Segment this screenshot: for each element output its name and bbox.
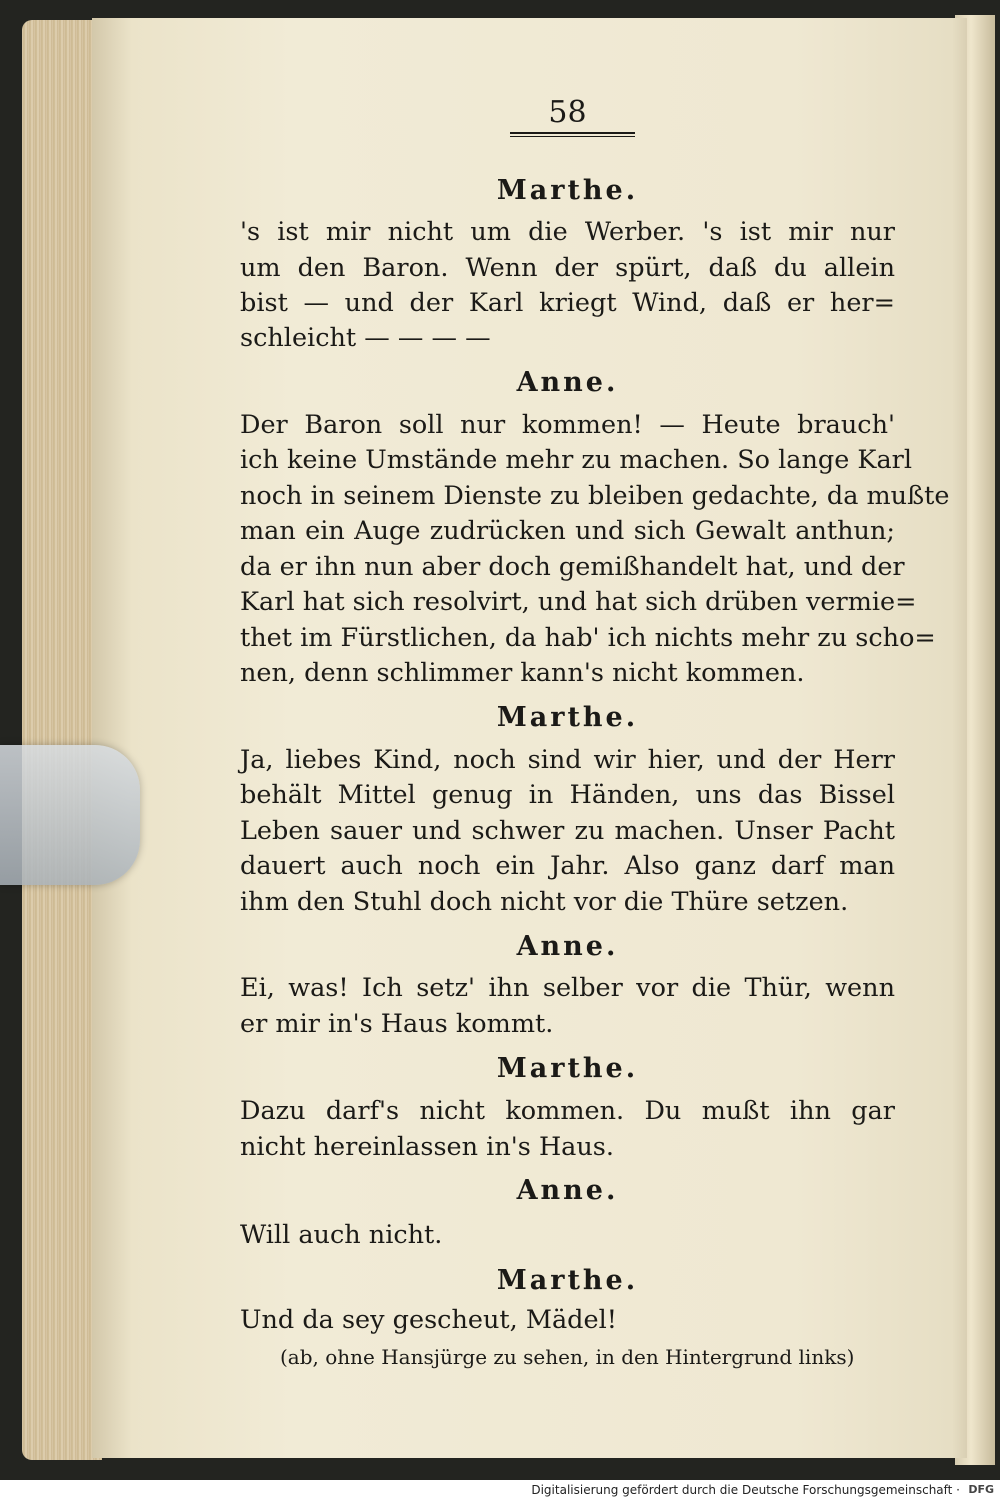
text-line: Und da sey gescheut, Mädel! bbox=[240, 1305, 617, 1335]
text-line: noch in seinem Dienste zu bleiben gedachte, da mußte bbox=[240, 481, 950, 511]
text-line: um den Baron. Wenn der spürt, daß du allein bbox=[240, 253, 895, 283]
speaker-name: Marthe. bbox=[496, 175, 639, 206]
text-line: ich keine Umstände mehr zu machen. So lange Karl bbox=[240, 445, 913, 475]
header-rule-thin bbox=[510, 136, 635, 137]
text-line: Leben sauer und schwer zu machen. Unser Pacht bbox=[240, 816, 895, 846]
text-line: dauert auch noch ein Jahr. Also ganz darf man bbox=[240, 851, 895, 881]
text-line: nen, denn schlimmer kann's nicht kommen. bbox=[240, 658, 805, 688]
speaker-name: Marthe. bbox=[496, 1265, 639, 1296]
page-clip bbox=[0, 745, 140, 885]
speaker-name: Marthe. bbox=[496, 702, 639, 733]
text-line: bist — und der Karl kriegt Wind, daß er her= bbox=[240, 288, 895, 318]
text-line: Der Baron soll nur kommen! — Heute brauch' bbox=[240, 410, 895, 440]
speaker-name: Anne. bbox=[516, 1175, 619, 1206]
speaker-name: Anne. bbox=[516, 367, 619, 398]
text-line: Dazu darf's nicht kommen. Du mußt ihn gar bbox=[240, 1096, 895, 1126]
text-line: Will auch nicht. bbox=[240, 1220, 443, 1250]
text-line: Ja, liebes Kind, noch sind wir hier, und der Herr bbox=[240, 745, 895, 775]
text-line: schleicht — — — — bbox=[240, 323, 491, 353]
footer-bar bbox=[0, 1480, 1000, 1503]
footer-credit: Digitalisierung gefördert durch die Deutsche Forschungsgemeinschaft · bbox=[531, 1483, 960, 1497]
text-line: er mir in's Haus kommt. bbox=[240, 1009, 554, 1039]
text-line: thet im Fürstlichen, da hab' ich nichts mehr zu scho= bbox=[240, 623, 936, 653]
text-line: behält Mittel genug in Händen, uns das Bissel bbox=[240, 780, 895, 810]
text-line: man ein Auge zudrücken und sich Gewalt anthun; bbox=[240, 516, 895, 546]
book-page-edges bbox=[22, 20, 102, 1460]
header-rule bbox=[510, 132, 635, 134]
text-line: ihm den Stuhl doch nicht vor die Thüre setzen. bbox=[240, 887, 849, 917]
text-line: 's ist mir nicht um die Werber. 's ist mir nur bbox=[240, 217, 895, 247]
speaker-name: Marthe. bbox=[496, 1053, 639, 1084]
speaker-name: Anne. bbox=[516, 931, 619, 962]
page-number: 58 bbox=[548, 95, 587, 130]
text-line: da er ihn nun aber doch gemißhandelt hat, und der bbox=[240, 552, 905, 582]
text-line: nicht hereinlassen in's Haus. bbox=[240, 1132, 614, 1162]
text-line: Karl hat sich resolvirt, und hat sich drüben vermie= bbox=[240, 587, 917, 617]
dfg-logo: DFG bbox=[968, 1483, 994, 1496]
stage-direction: (ab, ohne Hansjürge zu sehen, in den Hintergrund links) bbox=[280, 1345, 855, 1369]
text-line: Ei, was! Ich setz' ihn selber vor die Thür, wenn bbox=[240, 973, 895, 1003]
